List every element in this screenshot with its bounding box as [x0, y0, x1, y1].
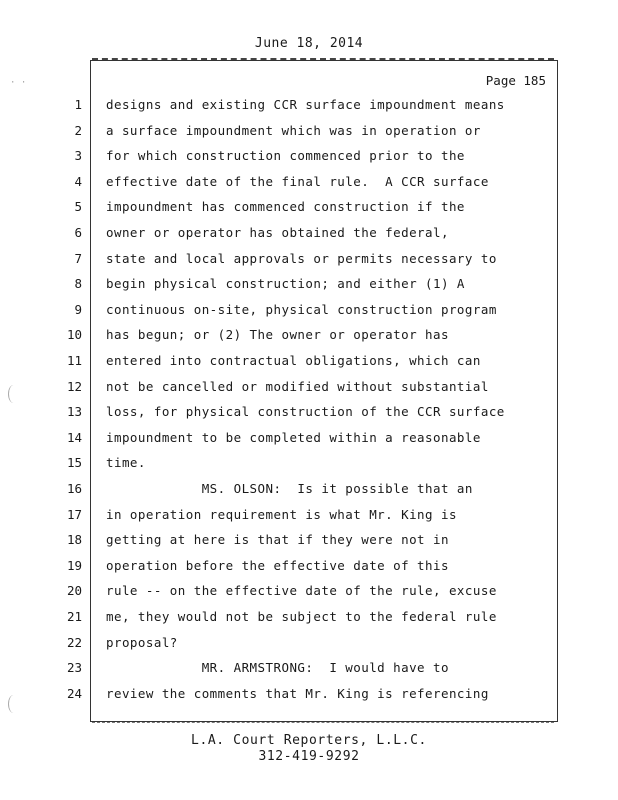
line-number: 10: [66, 327, 82, 343]
line-text: rule -- on the effective date of the rule, excuse: [106, 583, 497, 599]
line-number: 17: [66, 506, 82, 522]
line-text: MS. OLSON: Is it possible that an: [106, 481, 473, 496]
line-text: has begun; or (2) The owner or operator has: [106, 327, 449, 343]
line-text: proposal?: [106, 634, 178, 650]
line-number: 4: [74, 173, 82, 189]
line-text: effective date of the final rule. A CCR surface: [106, 173, 489, 189]
line-text: impoundment has commenced construction if the: [106, 199, 465, 215]
line-number: 22: [66, 634, 82, 650]
line-text: not be cancelled or modified without substantial: [106, 378, 489, 394]
line-number: 19: [66, 557, 82, 573]
line-number: 13: [66, 404, 82, 420]
line-text: owner or operator has obtained the federal,: [106, 225, 449, 240]
page-number: Page 185: [485, 73, 546, 88]
footer-company: L.A. Court Reporters, L.L.C.: [191, 733, 427, 748]
line-text: a surface impoundment which was in operation or: [106, 122, 481, 138]
line-text: review the comments that Mr. King is referencing: [106, 685, 489, 701]
line-number: 11: [66, 353, 82, 368]
line-number: 12: [66, 378, 82, 394]
line-number: 14: [66, 429, 82, 445]
line-number: 24: [66, 685, 82, 701]
line-text: entered into contractual obligations, which can: [106, 353, 481, 368]
line-text: for which construction commenced prior to the: [106, 148, 465, 164]
line-number: 1: [74, 97, 82, 112]
line-number: 23: [66, 660, 82, 676]
line-number: 5: [74, 199, 82, 215]
line-text: designs and existing CCR surface impoundment means: [106, 97, 505, 112]
line-number: 2: [74, 122, 82, 138]
line-number: 8: [74, 276, 82, 292]
line-number: 3: [74, 148, 82, 164]
line-number: 16: [66, 481, 82, 496]
punch-hole-mark: [8, 695, 19, 713]
line-number: 9: [74, 301, 82, 317]
line-text: loss, for physical construction of the CCR surface: [106, 404, 505, 420]
line-text: continuous on-site, physical construction program: [106, 301, 497, 317]
footer-phone: 312-419-9292: [258, 749, 360, 764]
line-number: 20: [66, 583, 82, 599]
line-number: 21: [66, 609, 82, 624]
header-date: June 18, 2014: [254, 36, 364, 51]
line-number: 6: [74, 225, 82, 240]
line-text: getting at here is that if they were not in: [106, 532, 449, 548]
line-text: impoundment to be completed within a reasonable: [106, 429, 481, 445]
line-text: MR. ARMSTRONG: I would have to: [106, 660, 449, 676]
line-text: state and local approvals or permits necessary to: [106, 250, 497, 266]
punch-hole-mark: [8, 385, 19, 403]
frame-bottom-border: [92, 722, 554, 723]
line-text: me, they would not be subject to the federal rule: [106, 609, 497, 624]
scan-artifact: · ·: [10, 78, 27, 88]
line-text: time.: [106, 455, 146, 471]
line-number: 18: [66, 532, 82, 548]
line-number: 7: [74, 250, 82, 266]
line-text: begin physical construction; and either (1) A: [106, 276, 465, 292]
line-text: in operation requirement is what Mr. King is: [106, 506, 457, 522]
line-text: operation before the effective date of this: [106, 557, 449, 573]
line-number: 15: [66, 455, 82, 471]
